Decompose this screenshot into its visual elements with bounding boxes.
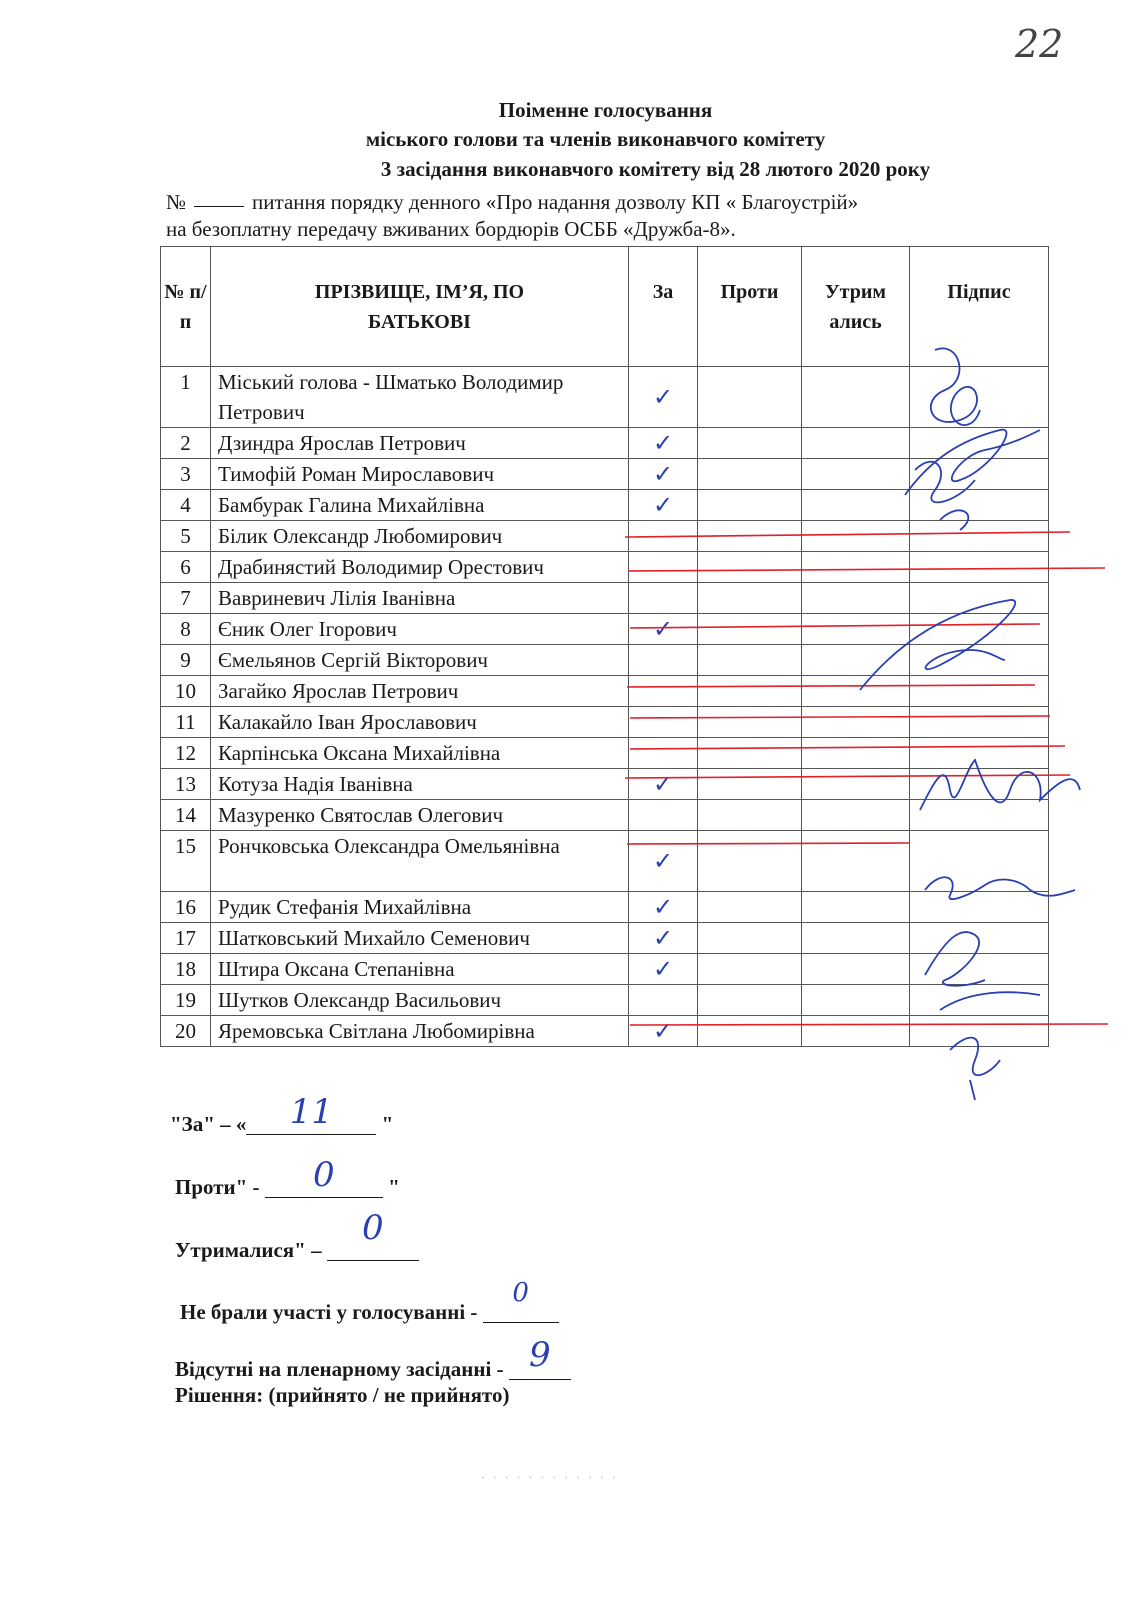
row-signature-cell (910, 367, 1049, 428)
row-name: Мазуренко Святослав Олегович (211, 800, 629, 831)
row-proty-cell (698, 985, 802, 1016)
row-utrym-cell (802, 367, 910, 428)
tally-vidsutni-label: Відсутні на пленарному засіданні - (175, 1357, 504, 1381)
row-number: 10 (161, 676, 211, 707)
table-row (161, 892, 1049, 923)
table-row (161, 800, 1049, 831)
row-utrym-cell (802, 583, 910, 614)
table-row (161, 645, 1049, 676)
row-utrym-cell (802, 490, 910, 521)
row-name: Загайко Ярослав Петрович (211, 676, 629, 707)
agenda-text-1: питання порядку денного «Про надання дозволу КП « Благоустрій» (252, 190, 859, 214)
table-row (161, 583, 1049, 614)
row-name: Ємельянов Сергій Вікторович (211, 645, 629, 676)
row-utrym-cell (802, 923, 910, 954)
row-proty-cell (698, 645, 802, 676)
col-header-number: № п/п (161, 247, 211, 367)
row-name: Рудик Стефанія Михайлівна (211, 892, 629, 923)
row-name: Рончковська Олександра Омельянівна (211, 831, 629, 892)
row-proty-cell (698, 707, 802, 738)
row-za-cell (629, 521, 698, 552)
row-signature-cell (910, 552, 1049, 583)
row-proty-cell (698, 676, 802, 707)
row-proty-cell (698, 800, 802, 831)
col-header-proty: Проти (698, 247, 802, 367)
row-za-cell (629, 769, 698, 800)
row-number: 16 (161, 892, 211, 923)
row-number: 19 (161, 985, 211, 1016)
tally-proty-line (265, 1155, 383, 1198)
table-row (161, 769, 1049, 800)
row-name: Тимофій Роман Мирославович (211, 459, 629, 490)
check-mark: ✓ (652, 460, 674, 488)
tally-za-value: 11 (289, 1092, 334, 1132)
check-mark: ✓ (652, 924, 674, 952)
row-za-cell (629, 552, 698, 583)
table-row (161, 490, 1049, 521)
tally-za-line (246, 1092, 376, 1135)
row-number: 6 (161, 552, 211, 583)
row-utrym-cell (802, 521, 910, 552)
row-utrym-cell (802, 614, 910, 645)
row-name: Шутков Олександр Васильович (211, 985, 629, 1016)
row-signature-cell (910, 490, 1049, 521)
row-signature-cell (910, 892, 1049, 923)
page-number: 22 (1015, 22, 1064, 66)
row-signature-cell (910, 1016, 1049, 1047)
check-mark: ✓ (652, 1017, 674, 1045)
tally-proty-value: 0 (312, 1155, 335, 1195)
table-row (161, 954, 1049, 985)
title-line-1: Поіменне голосування (498, 98, 713, 122)
row-number: 18 (161, 954, 211, 985)
row-name: Міський голова - Шматько Володимир Петрович (211, 367, 629, 428)
row-za-cell (629, 892, 698, 923)
row-signature-cell (910, 738, 1049, 769)
row-utrym-cell (802, 831, 910, 892)
row-utrym-cell (802, 707, 910, 738)
row-za-cell (629, 954, 698, 985)
row-name: Бамбурак Галина Михайлівна (211, 490, 629, 521)
row-za-cell (629, 583, 698, 614)
col-header-utrym: Утрим ались (802, 247, 910, 367)
row-name: Дзиндра Ярослав Петрович (211, 428, 629, 459)
row-proty-cell (698, 831, 802, 892)
row-number: 5 (161, 521, 211, 552)
row-number: 7 (161, 583, 211, 614)
row-name: Шатковський Михайло Семенович (211, 923, 629, 954)
row-number: 11 (161, 707, 211, 738)
vote-table (160, 246, 1049, 1047)
tally-ne-braly (180, 1278, 559, 1325)
row-za-cell (629, 738, 698, 769)
tally-za-label: "За" – « (170, 1112, 247, 1136)
row-signature-cell (910, 831, 1049, 892)
row-utrym-cell (802, 552, 910, 583)
row-number: 20 (161, 1016, 211, 1047)
row-utrym-cell (802, 985, 910, 1016)
row-number: 12 (161, 738, 211, 769)
table-row (161, 1016, 1049, 1047)
row-za-cell (629, 490, 698, 521)
tally-vidsutni-line (509, 1335, 571, 1380)
row-za-cell (629, 459, 698, 490)
check-mark: ✓ (652, 383, 674, 411)
tally-utrym-label: Утрималися" – (175, 1238, 322, 1262)
tally-za-suffix: " (381, 1112, 394, 1136)
row-number: 8 (161, 614, 211, 645)
table-row (161, 923, 1049, 954)
row-za-cell (629, 367, 698, 428)
col-header-pidpys: Підпис (910, 247, 1049, 367)
row-number: 2 (161, 428, 211, 459)
row-za-cell (629, 428, 698, 459)
agenda-number-blank (194, 192, 244, 207)
agenda-line-1 (166, 189, 1066, 216)
table-row (161, 367, 1049, 428)
tally-proty-label: Проти" - (175, 1175, 260, 1199)
row-proty-cell (698, 1016, 802, 1047)
row-za-cell (629, 676, 698, 707)
row-name: Калакайло Іван Ярославович (211, 707, 629, 738)
row-proty-cell (698, 954, 802, 985)
row-number: 9 (161, 645, 211, 676)
row-za-cell (629, 707, 698, 738)
row-proty-cell (698, 521, 802, 552)
row-signature-cell (910, 800, 1049, 831)
table-row (161, 552, 1049, 583)
tally-rishennia: Рішення: (прийнято / не прийнято) (175, 1383, 510, 1407)
tally-vidsutni-value: 9 (529, 1335, 551, 1375)
row-name: Вавриневич Лілія Іванівна (211, 583, 629, 614)
agenda-line-2: на безоплатну передачу вживаних бордюрів ОСББ «Дружба-8». (166, 217, 736, 241)
row-proty-cell (698, 923, 802, 954)
row-za-cell (629, 831, 698, 892)
row-signature-cell (910, 428, 1049, 459)
tally-proty-suffix: " (388, 1175, 400, 1199)
check-mark: ✓ (652, 615, 674, 643)
table-row (161, 614, 1049, 645)
row-za-cell (629, 923, 698, 954)
row-proty-cell (698, 459, 802, 490)
tally-vidsutni (175, 1335, 571, 1382)
col-header-za: За (629, 247, 698, 367)
row-number: 17 (161, 923, 211, 954)
tally-proty (175, 1155, 400, 1200)
col-header-name: ПРІЗВИЩЕ, ІМ’Я, ПО БАТЬКОВІ (211, 247, 629, 367)
table-row (161, 707, 1049, 738)
row-za-cell (629, 985, 698, 1016)
table-row (161, 985, 1049, 1016)
row-name: Карпінська Оксана Михайлівна (211, 738, 629, 769)
signature-mark (950, 1038, 1000, 1100)
tally-ne-braly-value: 0 (512, 1278, 529, 1308)
row-signature-cell (910, 707, 1049, 738)
row-utrym-cell (802, 1016, 910, 1047)
row-signature-cell (910, 985, 1049, 1016)
row-signature-cell (910, 459, 1049, 490)
row-utrym-cell (802, 738, 910, 769)
check-mark: ✓ (652, 847, 674, 875)
table-row (161, 676, 1049, 707)
row-signature-cell (910, 583, 1049, 614)
row-signature-cell (910, 954, 1049, 985)
row-proty-cell (698, 583, 802, 614)
agenda-number-prefix: № (166, 190, 187, 214)
row-name: Яремовська Світлана Любомирівна (211, 1016, 629, 1047)
row-proty-cell (698, 490, 802, 521)
row-name: Драбинястий Володимир Орестович (211, 552, 629, 583)
row-signature-cell (910, 645, 1049, 676)
tally-za (170, 1092, 394, 1137)
table-row (161, 738, 1049, 769)
row-proty-cell (698, 428, 802, 459)
check-mark: ✓ (652, 429, 674, 457)
tally-utrym-line (327, 1208, 419, 1261)
row-number: 1 (161, 367, 211, 428)
table-row (161, 459, 1049, 490)
row-number: 4 (161, 490, 211, 521)
row-za-cell (629, 1016, 698, 1047)
row-proty-cell (698, 614, 802, 645)
check-mark: ✓ (652, 893, 674, 921)
row-number: 13 (161, 769, 211, 800)
row-za-cell (629, 614, 698, 645)
row-name: Котуза Надія Іванівна (211, 769, 629, 800)
row-name: Білик Олександр Любомирович (211, 521, 629, 552)
row-proty-cell (698, 892, 802, 923)
row-proty-cell (698, 738, 802, 769)
tally-ne-braly-line (483, 1278, 559, 1323)
table-row (161, 428, 1049, 459)
row-utrym-cell (802, 428, 910, 459)
row-proty-cell (698, 552, 802, 583)
row-signature-cell (910, 923, 1049, 954)
title-line-3: 3 засідання виконавчого комітету від 28 лютого 2020 року (380, 157, 931, 181)
row-utrym-cell (802, 459, 910, 490)
tally-utrym (175, 1208, 419, 1263)
row-name: Штира Оксана Степанівна (211, 954, 629, 985)
faded-stamp: · · · · · · · · · · · · (480, 1468, 618, 1487)
check-mark: ✓ (652, 770, 674, 798)
row-signature-cell (910, 521, 1049, 552)
table-row (161, 521, 1049, 552)
row-signature-cell (910, 676, 1049, 707)
row-signature-cell (910, 614, 1049, 645)
row-proty-cell (698, 367, 802, 428)
tally-utrym-value: 0 (362, 1208, 384, 1248)
row-utrym-cell (802, 800, 910, 831)
row-utrym-cell (802, 645, 910, 676)
row-number: 3 (161, 459, 211, 490)
check-mark: ✓ (652, 955, 674, 983)
table-header-row (161, 247, 1049, 367)
row-utrym-cell (802, 892, 910, 923)
row-utrym-cell (802, 769, 910, 800)
tally-ne-braly-label: Не брали участі у голосуванні - (180, 1300, 478, 1324)
row-proty-cell (698, 769, 802, 800)
row-za-cell (629, 645, 698, 676)
row-za-cell (629, 800, 698, 831)
row-number: 14 (161, 800, 211, 831)
row-utrym-cell (802, 676, 910, 707)
row-signature-cell (910, 769, 1049, 800)
row-utrym-cell (802, 954, 910, 985)
table-row (161, 831, 1049, 892)
title-line-2: міського голови та членів виконавчого комітету (365, 127, 826, 151)
row-number: 15 (161, 831, 211, 892)
check-mark: ✓ (652, 491, 674, 519)
row-name: Єник Олег Ігорович (211, 614, 629, 645)
